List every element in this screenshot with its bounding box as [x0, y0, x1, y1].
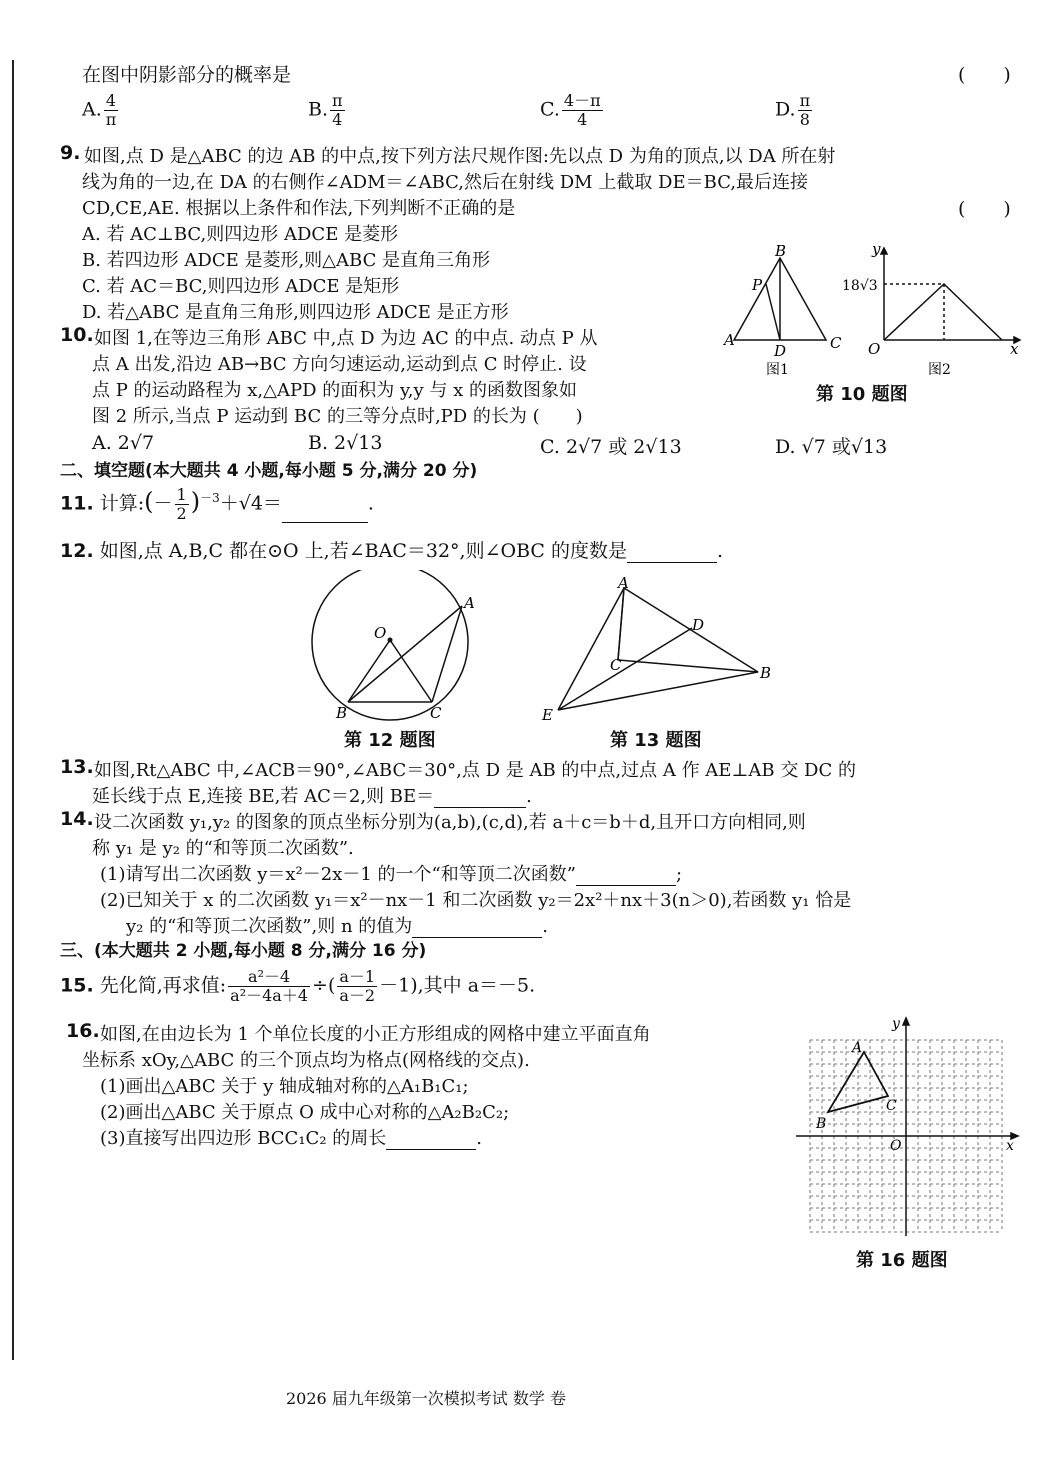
- q10-figure2: [881, 248, 1020, 343]
- q13-label-c: C: [610, 656, 622, 674]
- q10-line2: 点 A 出发,沿边 AB→BC 方向匀速运动,运动到点 C 时停止. 设: [92, 354, 587, 375]
- q10-option-c: C. 2√7 或 2√13: [540, 436, 682, 458]
- q10-label-a: A: [724, 331, 735, 349]
- q16-number: 16.: [66, 1020, 100, 1042]
- q12-figure: [300, 570, 490, 722]
- q13-label-d: D: [692, 616, 705, 634]
- q8-stem: 在图中阴影部分的概率是: [82, 64, 292, 86]
- q10-fig1-label: 图1: [766, 362, 789, 378]
- q14-part2b: y₂ 的“和等顶二次函数”,则 n 的值为 .: [126, 916, 549, 937]
- q11: 11. 计算:(－ $\frac{1}{2}$ )$^{-3}$＋√4＝ .: [60, 485, 374, 523]
- q16-part1: (1)画出△ABC 关于 y 轴成轴对称的△A₁B₁C₁;: [100, 1076, 469, 1097]
- q16-line1: 如图,在由边长为 1 个单位长度的小正方形组成的网格中建立平面直角: [100, 1024, 651, 1045]
- q12-caption: 第 12 题图: [344, 730, 436, 751]
- q13-figure: [538, 576, 778, 726]
- q10-fig2-origin: O: [868, 340, 881, 358]
- q13-label-e: E: [542, 706, 553, 724]
- q16-label-y: y: [892, 1016, 900, 1032]
- q8-option-d: D. $\frac{\pi}{8}$: [775, 91, 811, 129]
- q10-line4: 图 2 所示,当点 P 运动到 BC 的三等分点时,PD 的长为 ( ): [92, 406, 583, 427]
- q9-option-c: C. 若 AC＝BC,则四边形 ADCE 是矩形: [82, 276, 400, 297]
- q12-label-a: A: [464, 594, 475, 612]
- q12-label-c: C: [430, 704, 442, 722]
- q10-fig2-ylabel: 18√3: [842, 278, 878, 294]
- binding-margin-line: [12, 60, 14, 1360]
- q16-grid-figure: [796, 1014, 1022, 1240]
- q12: 12. 如图,点 A,B,C 都在⊙O 上,若∠BAC＝32°,则∠OBC 的度数是 .: [60, 540, 724, 562]
- q14-number: 14.: [60, 808, 94, 830]
- q10-figures: [722, 240, 1032, 382]
- q8-option-c: C. $\frac{4-\pi}{4}$: [540, 91, 601, 129]
- q13-line1: 如图,Rt△ABC 中,∠ACB＝90°,∠ABC＝30°,点 D 是 AB 的中点,过点 A 作 AE⊥AB 交 DC 的: [94, 760, 856, 781]
- q12-center-dot: [388, 638, 393, 643]
- q16-part2: (2)画出△ABC 关于原点 O 成中心对称的△A₂B₂C₂;: [100, 1102, 510, 1123]
- q9-option-b: B. 若四边形 ADCE 是菱形,则△ABC 是直角三角形: [82, 250, 491, 271]
- q10-label-d: D: [774, 342, 787, 360]
- q13-caption: 第 13 题图: [610, 730, 702, 751]
- q10-number: 10.: [60, 324, 94, 346]
- q8-option-b: B. $\frac{\pi}{4}$: [308, 91, 343, 129]
- q14-line2: 称 y₁ 是 y₂ 的“和等顶二次函数”.: [92, 838, 354, 859]
- q10-figure1: [734, 258, 826, 340]
- q14-part2-blank[interactable]: [412, 919, 542, 938]
- q16-label-b: B: [816, 1116, 827, 1132]
- page-footer: 2026 届九年级第一次模拟考试 数学 卷: [286, 1389, 566, 1408]
- q12-label-b: B: [336, 704, 348, 722]
- q9-option-a: A. 若 AC⊥BC,则四边形 ADCE 是菱形: [82, 224, 399, 245]
- q10-label-p: P: [752, 276, 763, 294]
- q8-answer-paren: ( ): [958, 64, 1011, 86]
- q14-part1: (1)请写出二次函数 y＝x²－2x－1 的一个“和等顶二次函数” ;: [100, 864, 683, 885]
- q12-label-o: O: [374, 624, 387, 642]
- q13-number: 13.: [60, 756, 94, 778]
- section3-heading: 三、(本大题共 2 小题,每小题 8 分,满分 16 分): [60, 941, 427, 961]
- q10-option-d: D. √7 或√13: [775, 436, 888, 458]
- q16-label-x: x: [1006, 1138, 1014, 1154]
- q10-line3: 点 P 的运动路程为 x,△APD 的面积为 y,y 与 x 的函数图象如: [92, 380, 577, 401]
- q13-label-b: B: [760, 664, 772, 682]
- q11-blank[interactable]: [282, 504, 368, 523]
- q10-label-b: B: [775, 242, 787, 260]
- section2-heading: 二、填空题(本大题共 4 小题,每小题 5 分,满分 20 分): [60, 461, 478, 481]
- q14-line1: 设二次函数 y₁,y₂ 的图象的顶点坐标分别为(a,b),(c,d),若 a＋c＝b＋d,且开口方向相同,则: [94, 812, 806, 833]
- q16-label-c: C: [886, 1098, 897, 1114]
- q16-blank[interactable]: [386, 1131, 476, 1150]
- q10-option-a: A. 2√7: [92, 432, 155, 454]
- q13-label-a: A: [618, 576, 629, 592]
- q10-caption: 第 10 题图: [816, 384, 908, 405]
- q15: 15. 先化简,再求值: $\frac{\text{a²－4}}{\text{a²－4a＋4}}$ ÷( $\frac{a-1}{a-2}$ －1),其中 a＝－5.: [60, 967, 536, 1005]
- q16-axes: [796, 1018, 1018, 1236]
- q10-fig2-y: y: [872, 240, 881, 258]
- q16-label-o: O: [890, 1138, 902, 1154]
- q13-blank[interactable]: [434, 789, 526, 808]
- q9-option-d: D. 若△ABC 是直角三角形,则四边形 ADCE 是正方形: [82, 302, 509, 323]
- q13-line2: 延长线于点 E,连接 BE,若 AC＝2,则 BE＝ .: [92, 786, 532, 807]
- q9-line1: 如图,点 D 是△ABC 的边 AB 的中点,按下列方法尺规作图:先以点 D 为角的顶点,以 DA 所在射: [84, 146, 836, 167]
- q8-option-a: A. $\frac{4}{\pi}$: [82, 91, 117, 129]
- q9-line2: 线为角的一边,在 DA 的右侧作∠ADM＝∠ABC,然后在射线 DM 上截取 DE＝BC,最后连接: [82, 172, 809, 193]
- q9-answer-paren: ( ): [958, 198, 1011, 220]
- q10-fig2-label: 图2: [928, 362, 951, 378]
- q14-part1-blank[interactable]: [576, 867, 676, 886]
- q14-part2: (2)已知关于 x 的二次函数 y₁＝x²－nx－1 和二次函数 y₂＝2x²＋nx＋3(n＞0),若函数 y₁ 恰是: [100, 890, 852, 911]
- q10-line1: 如图 1,在等边三角形 ABC 中,点 D 为边 AC 的中点. 动点 P 从: [94, 328, 598, 349]
- q10-option-b: B. 2√13: [308, 432, 383, 454]
- q9-line3: CD,CE,AE. 根据以上条件和作法,下列判断不正确的是: [82, 198, 516, 219]
- q16-label-a: A: [852, 1040, 863, 1056]
- q9-number: 9.: [60, 142, 81, 164]
- q16-part3: (3)直接写出四边形 BCC₁C₂ 的周长 .: [100, 1128, 482, 1149]
- q16-caption: 第 16 题图: [856, 1250, 948, 1271]
- q10-label-c: C: [830, 334, 842, 352]
- q16-line2: 坐标系 xOy,△ABC 的三个顶点均为格点(网格线的交点).: [82, 1050, 530, 1071]
- q10-fig2-x: x: [1010, 340, 1019, 358]
- q12-blank[interactable]: [627, 544, 717, 563]
